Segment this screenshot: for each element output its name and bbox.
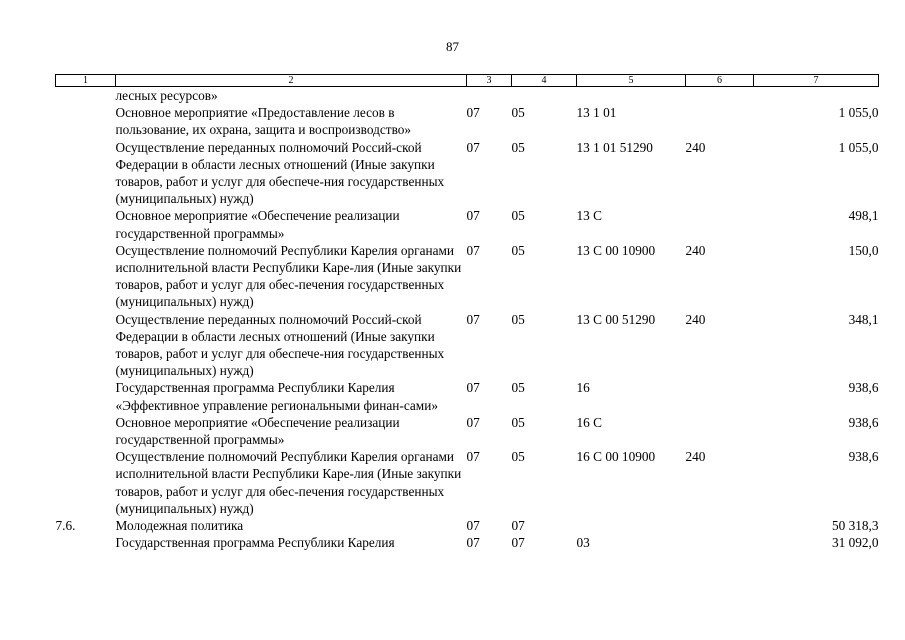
row-amount: 50 318,3	[831, 518, 879, 534]
row-expense-type	[686, 414, 754, 448]
column-number: 1	[56, 75, 116, 87]
row-subsection: 07	[511, 535, 525, 551]
row-amount: 31 092,0	[831, 535, 879, 551]
row-name: Основное мероприятие «Предоставление лесов в пользование, их охрана, защита и воспроизводство»	[115, 105, 412, 138]
budget-table	[55, 74, 879, 551]
row-target-code: 13 С 00 10900	[576, 242, 656, 258]
column-number: 4	[512, 75, 577, 87]
row-subsection: 05	[511, 414, 525, 430]
table-row	[56, 104, 879, 138]
row-number	[56, 104, 116, 138]
row-target-code: 13 С	[576, 208, 602, 224]
row-amount: 938,6	[848, 414, 879, 430]
table-row	[56, 517, 879, 534]
row-expense-type: 240	[685, 311, 706, 327]
row-number	[56, 87, 116, 105]
column-number: 7	[754, 75, 879, 87]
row-expense-type	[686, 104, 754, 138]
row-target-code: 16	[576, 380, 590, 396]
row-name: Государственная программа Республики Карелия	[115, 535, 395, 551]
row-section: 07	[466, 380, 480, 396]
row-name: лесных ресурсов»	[115, 88, 218, 103]
row-name: Государственная программа Республики Карелия «Эффективное управление региональными финан-сами»	[115, 380, 438, 413]
row-section: 07	[466, 518, 480, 534]
table-row	[56, 207, 879, 241]
row-target-code: 13 1 01 51290	[576, 139, 653, 155]
row-subsection: 05	[511, 105, 525, 121]
row-number	[56, 448, 116, 517]
row-target-code: 03	[576, 535, 590, 551]
row-number	[56, 534, 116, 551]
table-row	[56, 311, 879, 380]
table-row	[56, 242, 879, 311]
row-subsection: 05	[511, 139, 525, 155]
row-section: 07	[466, 535, 480, 551]
row-section	[467, 87, 512, 105]
row-amount	[754, 87, 879, 105]
row-amount: 938,6	[848, 380, 879, 396]
row-expense-type	[686, 207, 754, 241]
row-section: 07	[466, 242, 480, 258]
column-number: 5	[577, 75, 686, 87]
row-subsection: 05	[511, 311, 525, 327]
row-expense-type	[686, 379, 754, 413]
row-target-code	[577, 517, 686, 534]
row-number	[56, 311, 116, 380]
row-target-code: 16 С	[576, 414, 602, 430]
row-section: 07	[466, 311, 480, 327]
page-number: 87	[446, 39, 459, 54]
row-number	[56, 207, 116, 241]
table-row	[56, 379, 879, 413]
row-subsection	[512, 87, 577, 105]
column-number: 2	[116, 75, 467, 87]
row-target-code: 16 С 00 10900	[576, 449, 656, 465]
row-subsection: 05	[511, 380, 525, 396]
table-row	[56, 534, 879, 551]
row-section: 07	[466, 208, 480, 224]
row-amount: 938,6	[848, 449, 879, 465]
row-section: 07	[466, 414, 480, 430]
row-expense-type	[686, 517, 754, 534]
row-expense-type: 240	[685, 449, 706, 465]
row-expense-type: 240	[685, 242, 706, 258]
row-subsection: 05	[511, 242, 525, 258]
row-amount: 1 055,0	[838, 105, 879, 121]
row-section: 07	[466, 139, 480, 155]
row-subsection: 05	[511, 449, 525, 465]
row-name: Молодежная политика	[115, 518, 244, 534]
row-subsection: 07	[511, 518, 525, 534]
row-name: Осуществление полномочий Республики Карелия органами исполнительной власти Республики Каре-лия (Иные закупки товаров, работ и услуг для обес-печения государственных (муниципальных) нужд)	[115, 449, 462, 516]
column-number: 6	[686, 75, 754, 87]
row-number	[56, 242, 116, 311]
row-name: Основное мероприятие «Обеспечение реализации государственной программы»	[115, 208, 400, 241]
row-expense-type	[686, 87, 754, 105]
table-row	[56, 87, 879, 105]
row-number	[56, 414, 116, 448]
table-row	[56, 139, 879, 208]
row-name: Основное мероприятие «Обеспечение реализации государственной программы»	[115, 414, 400, 448]
row-section: 07	[466, 449, 480, 465]
row-number	[56, 139, 116, 208]
row-name: Осуществление полномочий Республики Карелия органами исполнительной власти Республики Каре-лия (Иные закупки товаров, работ и услуг для обес-печения государственных (муниципальных) нужд)	[115, 242, 462, 310]
row-name: Осуществление переданных полномочий Россий-ской Федерации в области лесных отношений (Иные закупки товаров, работ и услуг для обеспече-ния государственных (муниципальных) нужд)	[115, 311, 445, 379]
row-number: 7.6.	[55, 518, 76, 534]
table-row	[56, 414, 879, 448]
row-target-code: 13 С 00 51290	[576, 311, 656, 327]
column-number-row	[56, 75, 879, 87]
column-number: 3	[467, 75, 512, 87]
row-amount: 498,1	[848, 208, 879, 224]
row-name: Осуществление переданных полномочий Россий-ской Федерации в области лесных отношений (Иные закупки товаров, работ и услуг для обеспече-ния государственных (муниципальных) нужд)	[115, 139, 445, 207]
table-row	[56, 448, 879, 517]
row-amount: 150,0	[848, 242, 879, 258]
row-expense-type	[686, 534, 754, 551]
row-amount: 348,1	[848, 311, 879, 327]
row-subsection: 05	[511, 208, 525, 224]
row-amount: 1 055,0	[838, 139, 879, 155]
row-target-code: 13 1 01	[576, 105, 617, 121]
row-section: 07	[466, 105, 480, 121]
row-target-code	[577, 87, 686, 105]
row-expense-type: 240	[685, 139, 706, 155]
row-number	[56, 379, 116, 413]
